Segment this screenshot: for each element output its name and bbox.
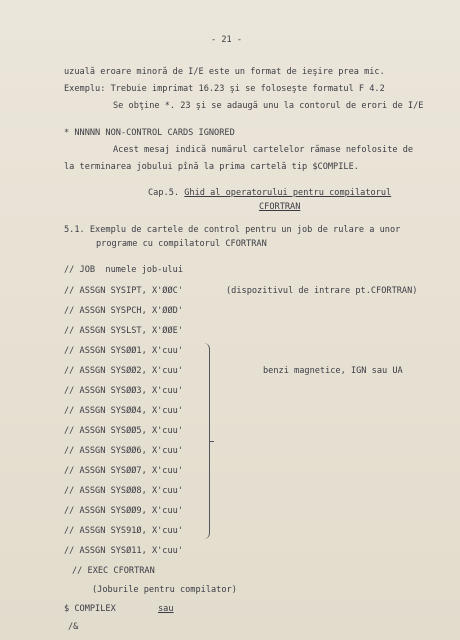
code-line: // ASSGN SYSLST, X'ØØE' [64, 326, 183, 336]
tapes-note: benzi magnetice, IGN sau UA [263, 366, 403, 376]
text-line-4: * NNNNN NON-CONTROL CARDS IGNORED [64, 128, 235, 138]
text-line-5: Acest mesaj indică numărul cartelelor rămase nefolosite de [113, 145, 414, 155]
page-number: - 21 - [211, 35, 243, 45]
chapter-title-continued: CFORTRAN [259, 202, 301, 212]
code-line: // JOB numele job-ului [64, 265, 183, 275]
chapter-prefix: Cap.5. [148, 188, 180, 198]
code-line: // ASSGN SYSØØ3, X'cuu' [64, 386, 183, 396]
code-line: (Joburile pentru compilator) [92, 585, 237, 595]
code-line: // ASSGN SYSØØ9, X'cuu' [64, 506, 183, 516]
code-line: // EXEC CFORTRAN [72, 566, 155, 576]
text-line-2: Exemplu: Trebuie imprimat 16.23 şi se foloseşte formatul F 4.2 [64, 84, 385, 94]
chapter-heading [148, 188, 391, 199]
code-line: // ASSGN SYSØØ4, X'cuu' [64, 406, 183, 416]
section-line-1: 5.1. Exemplu de cartele de control pentru un job de rulare a unor [64, 225, 401, 235]
input-device-note: (dispozitivul de intrare pt.CFORTRAN) [226, 286, 418, 296]
code-line: // ASSGN SYSIPT, X'ØØC' [64, 286, 183, 296]
code-line: // ASSGN SYSØØ8, X'cuu' [64, 486, 183, 496]
code-line: // ASSGN SYSØ11, X'cuu' [64, 546, 183, 556]
code-line: // ASSGN SYSPCH, X'ØØD' [64, 306, 183, 316]
tape-group-brace-tip [209, 441, 214, 442]
code-line: // ASSGN SYS91Ø, X'cuu' [64, 526, 183, 536]
text-line-6: la terminarea jobului pînă la prima cartelă tip $COMPILE. [64, 162, 359, 172]
or-word: sau [158, 604, 174, 614]
code-line: // ASSGN SYSØØ5, X'cuu' [64, 426, 183, 436]
code-line: /& [68, 622, 79, 632]
section-line-2: programe cu compilatorul CFORTRAN [96, 239, 267, 249]
code-line: // ASSGN SYSØØ1, X'cuu' [64, 346, 183, 356]
chapter-title: Ghid al operatorului pentru compilatorul [184, 188, 392, 198]
code-line: // ASSGN SYSØØ2, X'cuu' [64, 366, 183, 376]
text-line-3: Se obţine *. 23 şi se adaugă unu la contorul de erori de I/E [113, 101, 424, 111]
code-line: // ASSGN SYSØØ6, X'cuu' [64, 446, 183, 456]
code-line: $ COMPILEX [64, 604, 116, 614]
text-line-1: uzuală eroare minoră de I/E este un format de ieşire prea mic. [64, 67, 385, 77]
code-line: // ASSGN SYSØØ7, X'cuu' [64, 466, 183, 476]
